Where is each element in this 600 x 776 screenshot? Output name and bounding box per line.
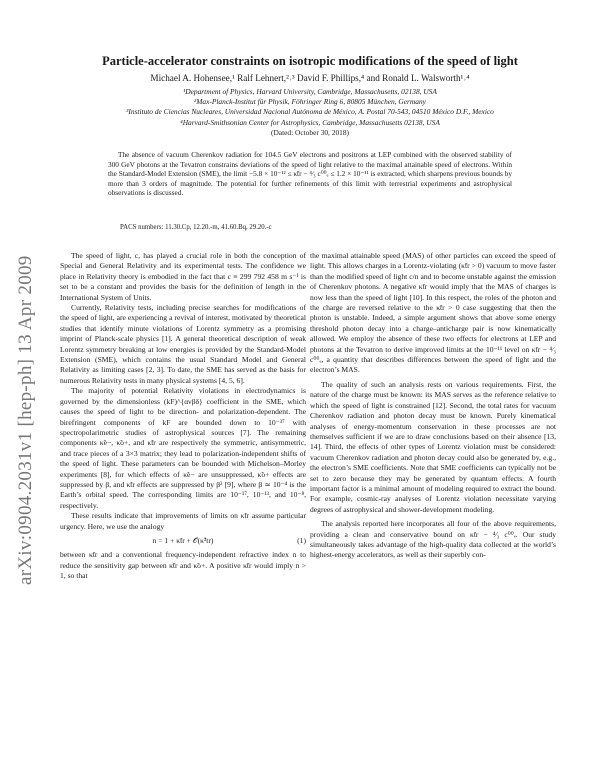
affiliation-2: ²Max-Planck-Institut für Physik, Föhringer Ring 6, 80805 München, Germany xyxy=(194,97,426,107)
affiliation-4: ⁴Harvard-Smithsonian Center for Astrophysics, Cambridge, Massachusetts 02138, USA xyxy=(180,117,440,127)
right-paragraph-3: The analysis reported here incorporates all four of the above requirements, providing a clean and conservative bound on κ̃tr − ⁴⁄₃ c⁰⁰ₑ. Our study simultaneously takes advantage of the high-quality data collected at the world’s highest-energy accelerators, as well as their superbly con- xyxy=(310,519,556,560)
affiliations xyxy=(55,87,565,138)
affiliation-1: ¹Department of Physics, Harvard University, Cambridge, Massachusetts, 02138, USA xyxy=(183,87,437,96)
date-line: (Dated: October 30, 2018) xyxy=(271,127,349,137)
author-list: Michael A. Hohensee,¹ Ralf Lehnert,²˒³ David F. Phillips,⁴ and Ronald L. Walsworth¹˒⁴ xyxy=(150,73,470,83)
left-paragraph-5: between κ̃tr and a conventional frequency-independent refractive index n to reduce the sensitivity gap between κ̃tr and κ̃o+. A positive κ̃tr would imply n > 1, so that xyxy=(60,550,306,581)
equation-body: n = 1 + κ̃tr + 𝒪(κ̃²tr) xyxy=(152,535,214,545)
right-column xyxy=(310,251,556,561)
left-paragraph-3: The majority of potential Relativity violations in electrodynamics is governed by the dimensionless (kF)^{ανβδ} coefficient in the SME, which causes the speed of light to be direction- and polarization-dependent. The birefringent components of kF are bounded down to 10⁻³⁷ with spectropolarimetric studies of astrophysical sources [7]. The remaining components κ̃e−, κ̃o+, and κ̃tr are respectively the symmetric, antisymmetric, and trace pieces of a 3×3 matrix; they lead to polarization-independent shifts of the speed of light. These parameters can be bounded with Michelson–Morley experiments [8], for which effects of κ̃e− are unsuppressed, κ̃o+ effects are suppressed by β, and κ̃tr effects are suppressed by β² [9], where β ≃ 10⁻⁴ is the Earth’s orbital speed. The corresponding limits are 10⁻¹⁷, 10⁻¹³, and 10⁻⁸, respectively. xyxy=(60,386,306,510)
paper-title: Particle-accelerator constraints on isotropic modifications of the speed of light xyxy=(102,54,518,68)
left-paragraph-1: The speed of light, c, has played a crucial role in both the conception of Special and General Relativity and its experimental tests. The confidence we place in Relativity theory is embodied in the fact that c ≡ 299 792 458 m s⁻¹ is set to be a constant and provides the basis for the definition of length in the International System of Units. xyxy=(60,251,306,302)
abstract: The absence of vacuum Cherenkov radiation for 104.5 GeV electrons and positrons at LEP combined with the observed stability of 300 GeV photons at the Tevatron constrains deviations of the speed of light relative to the maximal attainable speed of electrons. Within the Standard-Model Extension (SME), the limit −5.8 × 10⁻¹² ≤ κ̃tr − ⁴⁄₃ c⁰⁰ₑ ≤ 1.2 × 10⁻¹¹ is extracted, which sharpens previous bounds by more than 3 orders of magnitude. The potential for further refinements of this limit with terrestrial experiments and astrophysical observations is discussed. xyxy=(108,150,512,198)
left-paragraph-2: Currently, Relativity tests, including precise searches for modifications of the speed of light, are experiencing a revival of interest, motivated by theoretical studies that identify minute violations of Lorentz symmetry as a promising imprint of Planck-scale physics [1]. A general theoretical description of weak Lorentz symmetry breaking at low energies is provided by the Standard-Model Extension (SME), which contains the usual Standard Model and General Relativity as limiting cases [2, 3]. To date, the SME has served as the basis for numerous Relativity tests in many physical systems [4, 5, 6]. xyxy=(60,303,306,385)
equation-1 xyxy=(60,536,306,546)
right-paragraph-2: The quality of such an analysis rests on various requirements. First, the nature of the charge must be known: its MAS serves as the reference relative to which the speed of light is constrained [12]. Second, the total rates for vacuum Cherenkov radiation and photon decay must be known. Purely kinematical analyses of energy-momentum conservation in these processes are not themselves sufficient if we are to draw conclusions based on their absence [13, 14]. Third, the effects of other types of Lorentz violation must be considered: vacuum Cherenkov radiation and photon decay could also be generated by, e.g., the electron’s SME coefficients. Note that SME coefficients can typically not be set to zero because they may be generated by quantum effects. A fourth important factor is a minimal amount of modeling required to extract the bound. For example, cosmic-ray analyses of Lorentz violation necessitate varying degrees of astrophysical and shower-development modeling. xyxy=(310,379,556,514)
right-paragraph-1: the maximal attainable speed (MAS) of other particles can exceed the speed of light. This allows charges in a Lorentz-violating (κ̃tr > 0) vacuum to move faster than the modified speed of light c/n and to become unstable against the emission of Cherenkov photons. A negative κ̃tr would imply that the MAS of charges is now less than the speed of light [10]. In this respect, the roles of the photon and the charge are reversed relative to the κ̃tr > 0 case suggesting that then the photon is unstable. Indeed, a simple argument shows that above some energy threshold photon decay into a charge–anticharge pair is now kinematically allowed. We employ the absence of these two effects for electrons at LEP and photons at the Tevatron to derive improved limits at the 10⁻¹¹ level on κ̃tr − ⁴⁄₃ c⁰⁰ₑ, a quantity that describes differences between the speed of light and the electron’s MAS. xyxy=(310,251,556,375)
pacs-numbers: PACS numbers: 11.30.Cp, 12.20.-m, 41.60.Bq, 29.20.-c xyxy=(120,224,272,231)
left-column xyxy=(60,251,306,582)
equation-number: (1) xyxy=(297,535,306,545)
left-paragraph-4: These results indicate that improvements of limits on κ̃tr assume particular urgency. Here, we use the analogy xyxy=(60,511,306,531)
affiliation-3: ³Instituto de Ciencias Nucleares, Universidad Nacional Autónoma de México, A. Postal 70-543, 04510 México D.F., Mexico xyxy=(126,107,494,117)
arxiv-identifier: arXiv:0904.2031v1 [hep-ph] 13 Apr 2009 xyxy=(15,255,36,585)
